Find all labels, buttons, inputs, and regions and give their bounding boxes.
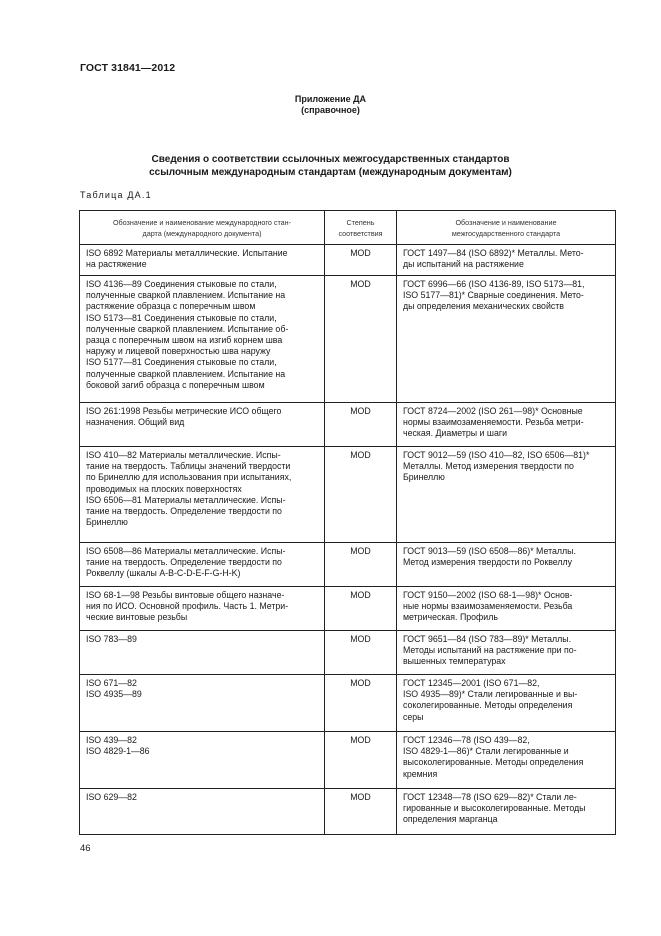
cell-degree: MOD: [325, 675, 397, 732]
cell-interstate-standard: [397, 403, 616, 447]
cell-text-line: ISO 4829-1—86)* Стали легированные и: [403, 746, 569, 757]
header-line: межгосударственного стандарта: [451, 228, 561, 238]
cell-intl-standard: [80, 587, 325, 631]
cell-interstate-standard: [397, 732, 616, 789]
cell-text-line: гированные и высоколегированные. Методы: [403, 803, 586, 814]
appendix-heading: [0, 94, 661, 116]
table-header-row: [80, 211, 616, 245]
table-row: [80, 732, 616, 789]
cell-text-line: ГОСТ 12348—78 (ISO 629—82)* Стали ле-: [403, 792, 577, 802]
cell-intl-standard: [80, 789, 325, 835]
cell-text-line: ды определения механических свойств: [403, 301, 564, 312]
correspondence-table-wrapper: [79, 210, 616, 835]
cell-text-line: ISO 6506—81 Материалы металлические. Испы-: [86, 494, 286, 505]
cell-text-line: ISO 671—82: [86, 678, 137, 688]
cell-interstate-standard: [397, 245, 616, 276]
page-number: 46: [80, 843, 91, 854]
cell-text-line: полученные сваркой плавлением. Испытание на: [86, 290, 286, 301]
cell-text-line: ГОСТ 8724—2002 (ISO 261—98)* Основные: [403, 406, 583, 416]
cell-text-line: на растяжение: [86, 259, 147, 270]
cell-text-line: ческие винтовые резьбы: [86, 612, 188, 623]
cell-text-line: тание на твердость. Определение твердости по: [86, 506, 282, 517]
table-row: [80, 587, 616, 631]
cell-degree: MOD: [325, 245, 397, 276]
cell-text-line: высоколегированные. Методы определения: [403, 757, 584, 768]
cell-text-line: вышенных температурах: [403, 656, 506, 667]
cell-degree: MOD: [325, 403, 397, 447]
cell-interstate-standard: [397, 447, 616, 543]
table-row: [80, 403, 616, 447]
cell-text-line: проводимых на плоских поверхностях: [86, 483, 242, 494]
cell-text-line: ГОСТ 9651—84 (ISO 783—89)* Металлы.: [403, 634, 572, 644]
cell-text-line: по Бринеллю для использования при испытаниях,: [86, 472, 292, 483]
cell-intl-standard: [80, 276, 325, 403]
header-line: дарта (международного документа): [142, 228, 262, 238]
cell-text-line: ISO 6892 Материалы металлические. Испытание: [86, 248, 288, 258]
cell-interstate-standard: [397, 675, 616, 732]
cell-degree: MOD: [325, 543, 397, 587]
cell-degree: MOD: [325, 732, 397, 789]
cell-text-line: ISO 68-1—98 Резьбы винтовые общего назначе-: [86, 590, 285, 600]
header-line: Обозначение и наименование международного стан-: [112, 217, 292, 227]
table-row: [80, 631, 616, 675]
table-label: Таблица ДА.1: [80, 190, 152, 200]
cell-intl-standard: [80, 245, 325, 276]
header-line: Степень: [346, 217, 375, 227]
cell-intl-standard: [80, 675, 325, 732]
cell-degree: MOD: [325, 789, 397, 835]
table-row: [80, 447, 616, 543]
cell-text-line: ISO 261:1998 Резьбы метрические ИСО общего: [86, 406, 282, 416]
cell-intl-standard: [80, 631, 325, 675]
cell-text-line: полученные сваркой плавлением. Испытание об-: [86, 323, 289, 334]
cell-interstate-standard: [397, 789, 616, 835]
cell-interstate-standard: [397, 631, 616, 675]
cell-text-line: ISO 4935—89: [86, 689, 142, 700]
table-row: [80, 789, 616, 835]
header-line: соответствия: [338, 228, 383, 238]
section-title-line: Сведения о соответствии ссылочных межгосударственных стандартов: [151, 154, 510, 165]
cell-text-line: ISO 5177—81 Соединения стыковые по стали,: [86, 357, 277, 368]
header-intl-standard: [80, 211, 325, 245]
cell-text-line: определения марганца: [403, 814, 498, 825]
cell-text-line: ISO 5177—81)* Сварные соединения. Мето-: [403, 290, 584, 301]
cell-text-line: серы: [403, 711, 424, 722]
cell-text-line: ISO 410—82 Материалы металлические. Испы-: [86, 450, 281, 460]
cell-text-line: ГОСТ 12345—2001 (ISO 671—82,: [403, 678, 540, 688]
correspondence-table: [79, 210, 616, 835]
cell-text-line: Методы испытаний на растяжение при по-: [403, 645, 577, 656]
cell-text-line: ГОСТ 9013—59 (ISO 6508—86)* Металлы.: [403, 546, 576, 556]
cell-intl-standard: [80, 447, 325, 543]
appendix-title: Приложение ДА: [294, 94, 367, 104]
cell-text-line: ISO 439—82: [86, 735, 137, 745]
cell-text-line: ния по ИСО. Основной профиль. Часть 1. Метри-: [86, 601, 289, 612]
cell-text-line: ISO 4829-1—86: [86, 746, 150, 757]
cell-text-line: ISO 5173—81 Соединения стыковые по стали,: [86, 312, 277, 323]
cell-degree: MOD: [325, 587, 397, 631]
cell-degree: MOD: [325, 276, 397, 403]
cell-intl-standard: [80, 403, 325, 447]
cell-text-line: ГОСТ 6996—66 (ISO 4136-89, ISO 5173—81,: [403, 279, 585, 289]
table-row: [80, 543, 616, 587]
cell-text-line: боковой загиб образца с поперечным швом: [86, 379, 265, 390]
cell-text-line: ISO 629—82: [86, 792, 137, 802]
cell-text-line: ГОСТ 9150—2002 (ISO 68-1—98)* Основ-: [403, 590, 573, 600]
cell-text-line: ISO 4136—89 Соединения стыковые по стали,: [86, 279, 277, 289]
cell-text-line: ные нормы взаимозаменяемости. Резьба: [403, 601, 573, 612]
table-row: [80, 245, 616, 276]
cell-text-line: метрическая. Профиль: [403, 612, 498, 623]
table-body: [80, 245, 616, 835]
cell-text-line: ГОСТ 9012—59 (ISO 410—82, ISO 6506—81)*: [403, 450, 590, 460]
cell-intl-standard: [80, 732, 325, 789]
cell-text-line: наружу и лицевой поверхностью шва наружу: [86, 346, 271, 357]
cell-interstate-standard: [397, 587, 616, 631]
header-interstate-standard: [397, 211, 616, 245]
cell-text-line: Металлы. Метод измерения твердости по: [403, 461, 574, 472]
cell-text-line: кремния: [403, 768, 438, 779]
section-title-line: ссылочным международным стандартам (международным документам): [149, 167, 512, 178]
cell-text-line: назначения. Общий вид: [86, 417, 185, 428]
cell-text-line: полученные сваркой плавлением. Испытание на: [86, 368, 286, 379]
section-title: [0, 153, 661, 179]
cell-text-line: тание на твердость. Таблицы значений твердости: [86, 461, 291, 472]
cell-text-line: соколегированные. Методы определения: [403, 700, 573, 711]
cell-text-line: ческая. Диаметры и шаги: [403, 428, 507, 439]
cell-text-line: Бринеллю: [403, 472, 445, 483]
header-degree: [325, 211, 397, 245]
appendix-subtitle: (справочное): [301, 105, 360, 115]
table-row: [80, 675, 616, 732]
table-row: [80, 276, 616, 403]
cell-text-line: растяжение образца с поперечным швом: [86, 301, 256, 312]
cell-text-line: Бринеллю: [86, 517, 128, 528]
cell-degree: MOD: [325, 631, 397, 675]
cell-text-line: тание на твердость. Определение твердости по: [86, 557, 282, 568]
cell-text-line: Роквеллу (шкалы A-B-C-D-E-F-G-H-K): [86, 568, 241, 579]
cell-interstate-standard: [397, 276, 616, 403]
document-code: ГОСТ 31841—2012: [80, 62, 176, 74]
cell-text-line: ISO 783—89: [86, 634, 137, 644]
cell-degree: MOD: [325, 447, 397, 543]
cell-text-line: ды испытаний на растяжение: [403, 259, 524, 270]
cell-text-line: ISO 6508—86 Материалы металлические. Испы-: [86, 546, 286, 556]
header-line: Обозначение и наименование: [455, 217, 557, 227]
cell-text-line: разца с поперечным швом на изгиб корнем шва: [86, 335, 283, 346]
cell-text-line: нормы взаимозаменяемости. Резьба метри-: [403, 417, 584, 428]
cell-intl-standard: [80, 543, 325, 587]
cell-text-line: Метод измерения твердости по Роквеллу: [403, 557, 573, 568]
cell-text-line: ГОСТ 12346—78 (ISO 439—82,: [403, 735, 530, 745]
cell-text-line: ISO 4935—89)* Стали легированные и вы-: [403, 689, 578, 700]
cell-text-line: ГОСТ 1497—84 (ISO 6892)* Металлы. Мето-: [403, 248, 584, 258]
cell-interstate-standard: [397, 543, 616, 587]
